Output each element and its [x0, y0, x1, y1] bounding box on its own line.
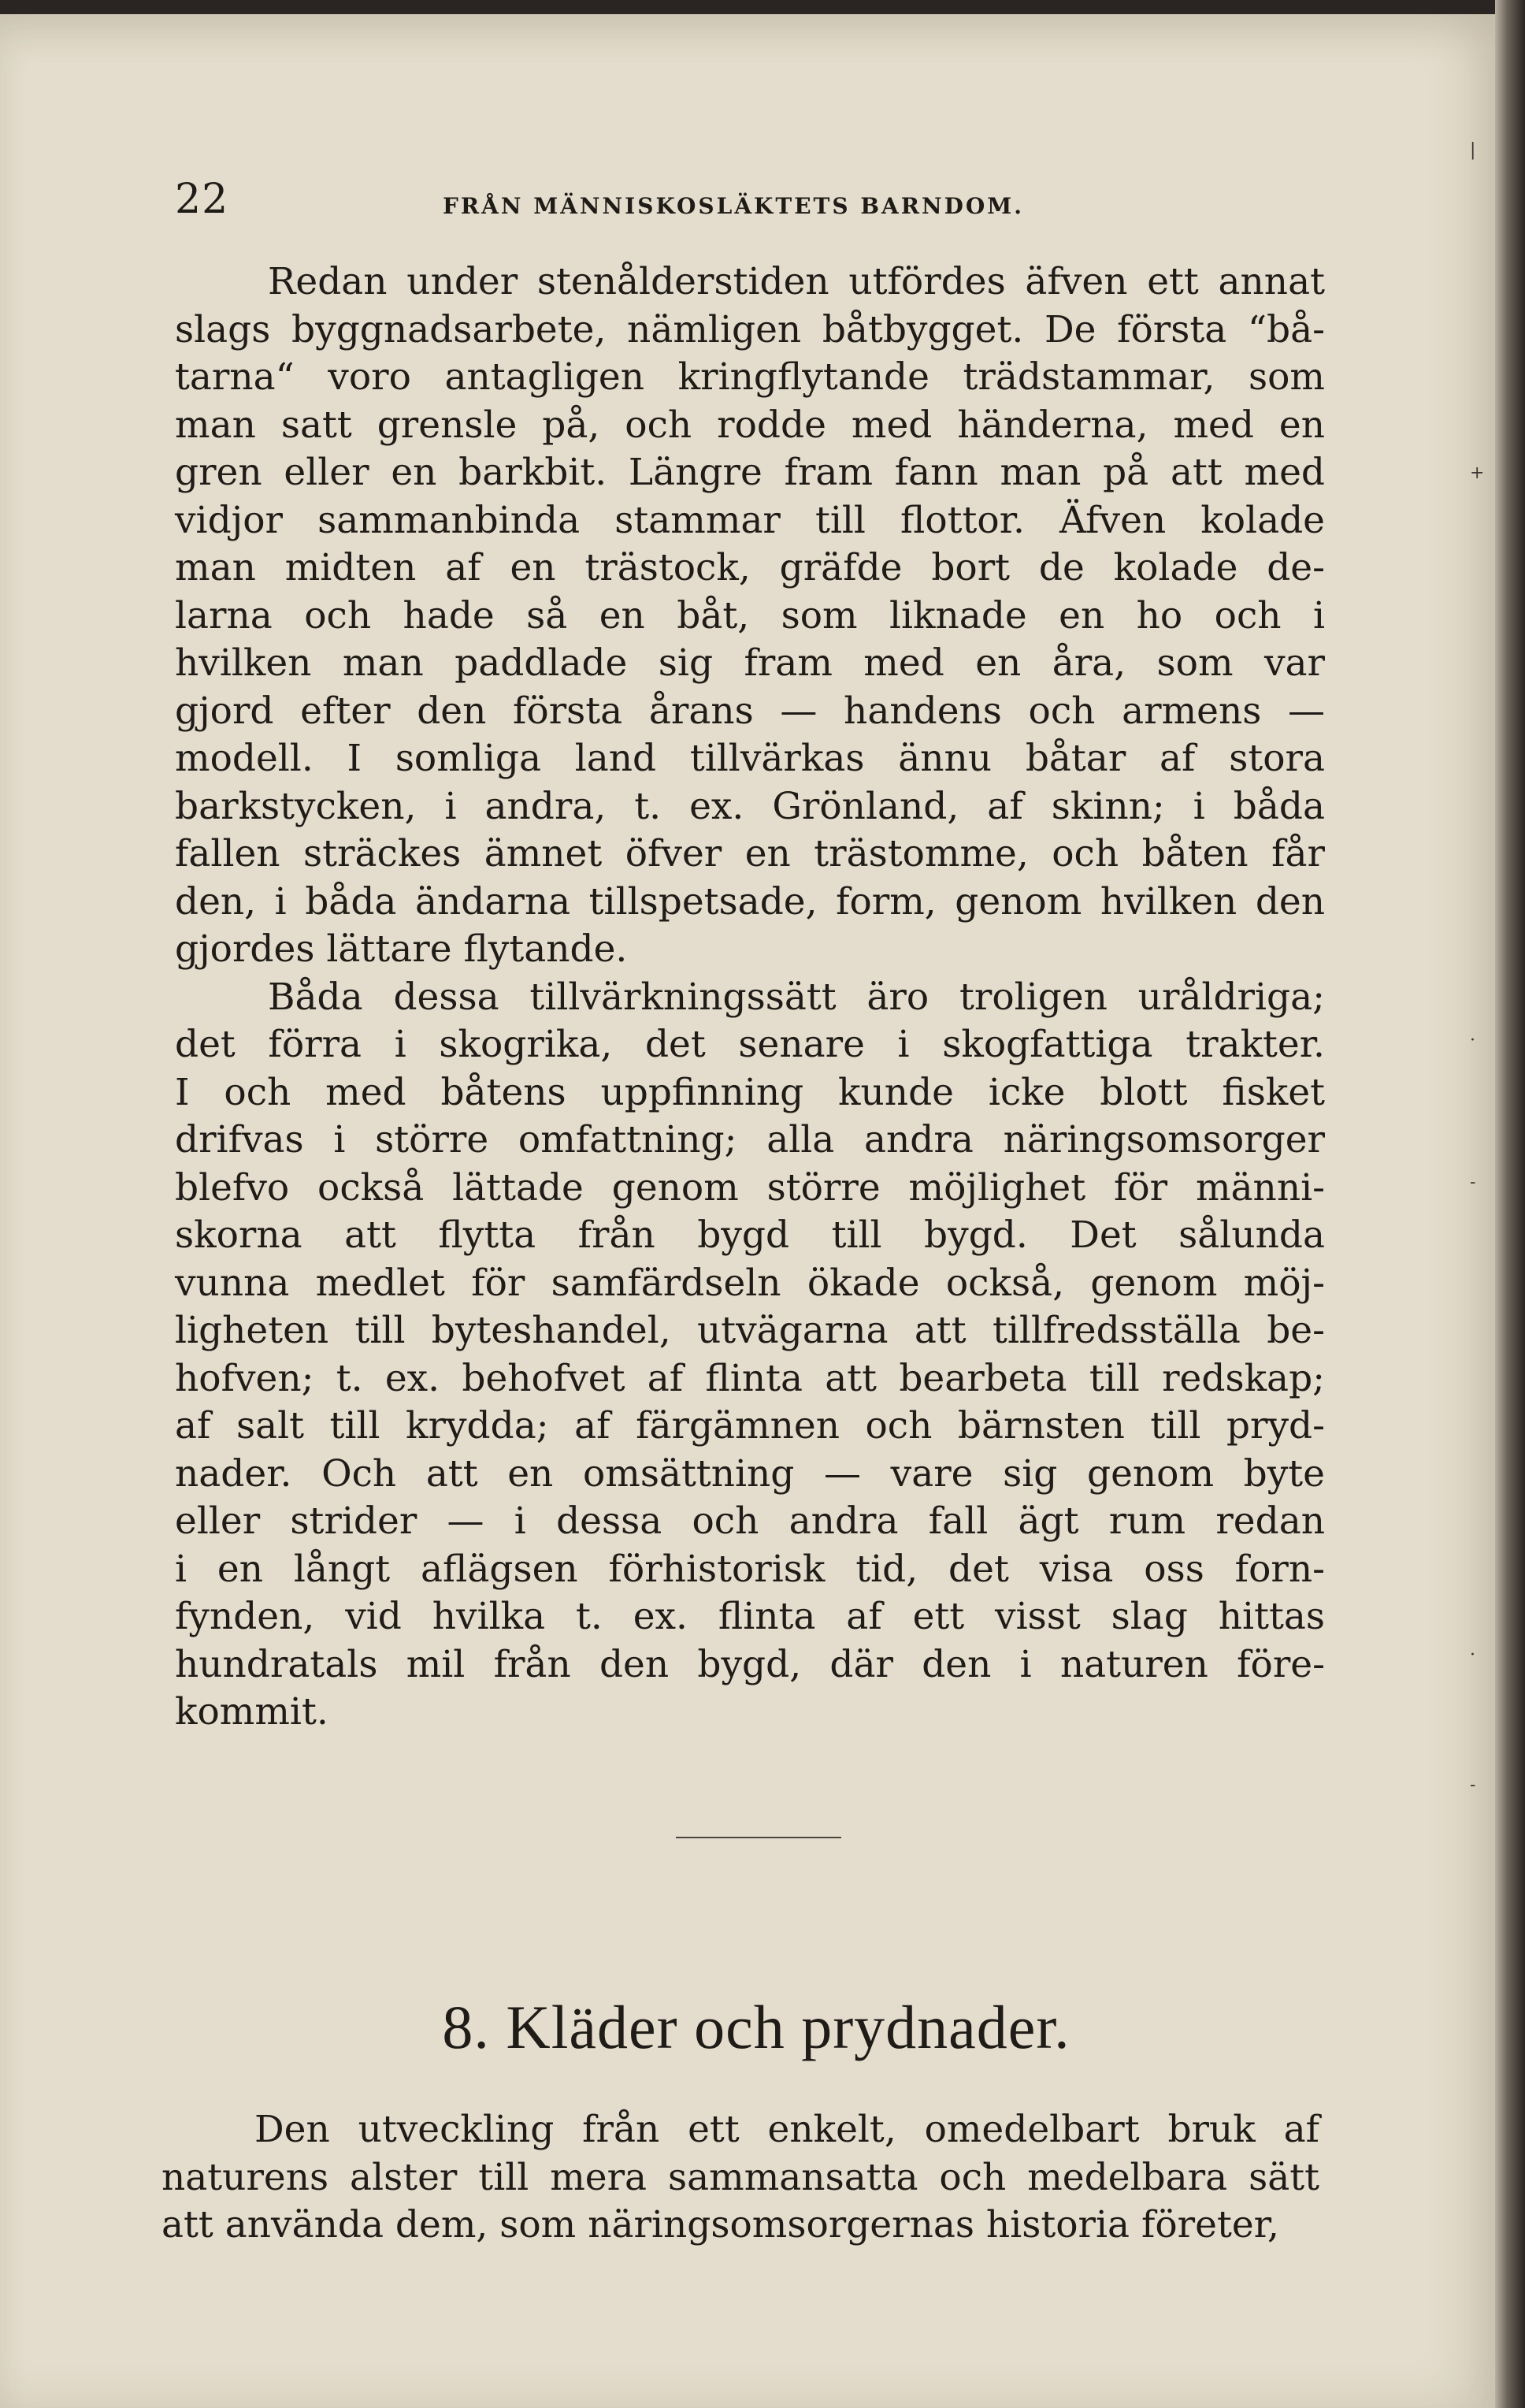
- section-text: [161, 2106, 1319, 2250]
- margin-tick: ·: [1470, 1031, 1475, 1050]
- text-line: det förra i skogrika, det senare i skogfattiga trakter.: [175, 1023, 1325, 1066]
- book-page: [0, 14, 1495, 2408]
- text-line: gren eller en barkbit. Längre fram fann man på att med: [175, 451, 1325, 494]
- running-title: FRÅN MÄNNISKOSLÄKTETS BARNDOM.: [443, 193, 1025, 219]
- text-line: man midten af en trästock, gräfde bort de kolade de-: [175, 546, 1325, 589]
- text-line: skorna att flytta från bygd till bygd. Det sålunda: [175, 1213, 1325, 1257]
- text-line: drifvas i större omfattning; alla andra näringsomsorger: [175, 1118, 1325, 1161]
- text-line: hofven; t. ex. behofvet af flinta att bearbeta till redskap;: [175, 1356, 1325, 1400]
- text-line: vidjor sammanbinda stammar till flottor. Äfven kolade: [175, 498, 1325, 542]
- text-line: naturens alster till mera sammansatta och medelbara sätt: [161, 2155, 1319, 2199]
- paragraph-trade: [175, 974, 1325, 1737]
- margin-tick: +: [1470, 463, 1485, 483]
- text-line: I och med båtens uppfinning kunde icke blott fisket: [175, 1070, 1325, 1114]
- page-number: 22: [175, 176, 229, 223]
- text-line: vunna medlet för samfärdseln ökade också, genom möj-: [175, 1261, 1325, 1305]
- section-heading: 8. Kläder och prydnader.: [442, 1993, 1070, 2061]
- margin-tick: |: [1470, 140, 1476, 160]
- page-header: [175, 176, 1325, 231]
- section-divider: [676, 1837, 841, 1838]
- text-line: tarna“ voro antagligen kringflytande trädstammar, som: [175, 355, 1325, 399]
- paragraph-clothing-intro: [161, 2106, 1319, 2250]
- text-line: gjord efter den första årans — handens och armens —: [175, 689, 1325, 733]
- text-line: hundratals mil från den bygd, där den i naturen före-: [175, 1642, 1325, 1686]
- text-line: slags byggnadsarbete, nämligen båtbygget. De första “bå-: [175, 307, 1325, 351]
- text-line: kommit.: [175, 1690, 328, 1734]
- text-line: fynden, vid hvilka t. ex. flinta af ett visst slag hittas: [175, 1595, 1325, 1638]
- paragraph-boats: [175, 258, 1325, 974]
- text-line: Redan under stenålderstiden utfördes äfven ett annat: [268, 260, 1325, 303]
- text-line: gjordes lättare flytande.: [175, 927, 628, 971]
- text-line: blefvo också lättade genom större möjlighet för männi-: [175, 1165, 1325, 1210]
- text-line: fallen sträckes ämnet öfver en trästomme, och båten får: [175, 832, 1325, 875]
- text-line: nader. Och att en omsättning — vare sig genom byte: [175, 1451, 1325, 1496]
- book-spine: [1495, 0, 1525, 2408]
- text-line: barkstycken, i andra, t. ex. Grönland, af skinn; i båda: [175, 784, 1325, 828]
- text-line: Den utveckling från ett enkelt, omedelbart bruk af: [254, 2108, 1319, 2151]
- text-line: man satt grensle på, och rodde med händerna, med en: [175, 403, 1325, 447]
- main-text: [175, 258, 1325, 1737]
- text-line: eller strider — i dessa och andra fall ägt rum redan: [175, 1499, 1325, 1543]
- text-line: att använda dem, som näringsomsorgernas historia företer,: [161, 2203, 1279, 2246]
- text-line: modell. I somliga land tillvärkas ännu båtar af stora: [175, 737, 1325, 780]
- margin-tick: -: [1470, 1172, 1476, 1192]
- text-line: den, i båda ändarna tillspetsade, form, genom hvilken den: [175, 879, 1325, 923]
- text-line: i en långt aflägsen förhistorisk tid, det visa oss forn-: [175, 1547, 1325, 1591]
- text-line: af salt till krydda; af färgämnen och bärnsten till pryd-: [175, 1404, 1325, 1447]
- margin-tick: ·: [1470, 1645, 1475, 1665]
- text-line: larna och hade så en båt, som liknade en ho och i: [175, 593, 1325, 637]
- text-line: hvilken man paddlade sig fram med en åra, som var: [175, 641, 1325, 685]
- text-line: ligheten till byteshandel, utvägarna att tillfredsställa be-: [175, 1309, 1325, 1352]
- text-line: Båda dessa tillvärkningssätt äro troligen uråldriga;: [268, 975, 1325, 1019]
- margin-tick: -: [1470, 1775, 1476, 1795]
